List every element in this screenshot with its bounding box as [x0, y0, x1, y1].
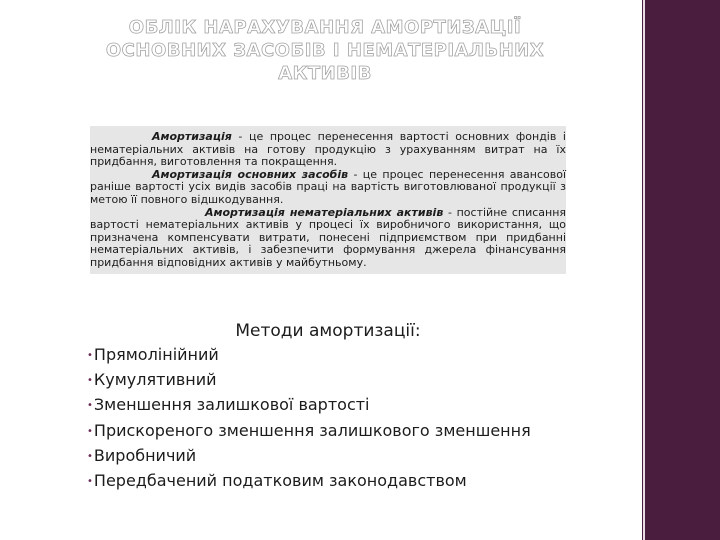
method-label: Прямолінійний	[93, 345, 219, 364]
bullet-icon: •	[87, 425, 93, 437]
method-label: Передбачений податковим законодавством	[93, 471, 467, 491]
list-item	[87, 343, 531, 368]
bullet-icon: •	[87, 476, 93, 488]
method-label: Прискореного зменшення залишкового зменшення	[93, 420, 531, 440]
list-item	[87, 444, 531, 469]
bullet-icon: •	[87, 450, 93, 462]
definition-term: Амортизація	[152, 130, 232, 143]
definition-term: Амортизація нематеріальних активів	[205, 205, 444, 219]
definition-text: - це процес перенесення вартості основних фондів і нематеріальних активів на готову продукцію з урахуванням витрат на їх придбання, виготовлення та покращення.	[90, 130, 566, 169]
bullet-icon: •	[87, 375, 93, 387]
method-label: Зменшення залишкової вартості	[93, 395, 370, 415]
slide-title: ОБЛІК НАРАХУВАННЯ АМОРТИЗАЦІЇ ОСНОВНИХ ЗАСОБІВ І НЕМАТЕРІАЛЬНИХ АКТИВІВ	[105, 17, 545, 84]
list-item	[87, 419, 531, 444]
methods-heading: Методи амортизації:	[235, 321, 421, 341]
methods-list	[87, 343, 531, 494]
method-label: Виробничий	[93, 445, 197, 465]
decorative-side-bar	[642, 0, 720, 540]
list-item	[87, 368, 531, 393]
definition-term: Амортизація основних засобів	[152, 167, 349, 181]
bullet-icon: •	[87, 350, 93, 361]
definition-text: - це процес перенесення авансової раніше вартості усіх видів засобів праці на вартість виготовлюваної продукції з метою її повного відшкодування.	[90, 167, 566, 206]
definitions-box	[90, 126, 566, 274]
definition-paragraph	[90, 207, 566, 270]
definition-text: - постійне списання вартості нематеріальних активів у процесі їх виробничого використання, що призначена компенсувати витрати, понесені підприємством при придбанні нематеріальних активів, і забезпечити формування джерела фінансування придбання відповідних активів у майбутньому.	[90, 205, 567, 269]
definition-paragraph	[90, 169, 566, 207]
list-item	[87, 469, 531, 494]
method-label: Кумулятивний	[93, 370, 217, 390]
definition-paragraph	[90, 131, 566, 169]
list-item	[87, 393, 531, 418]
decorative-side-line	[643, 0, 645, 540]
bullet-icon: •	[87, 400, 93, 412]
